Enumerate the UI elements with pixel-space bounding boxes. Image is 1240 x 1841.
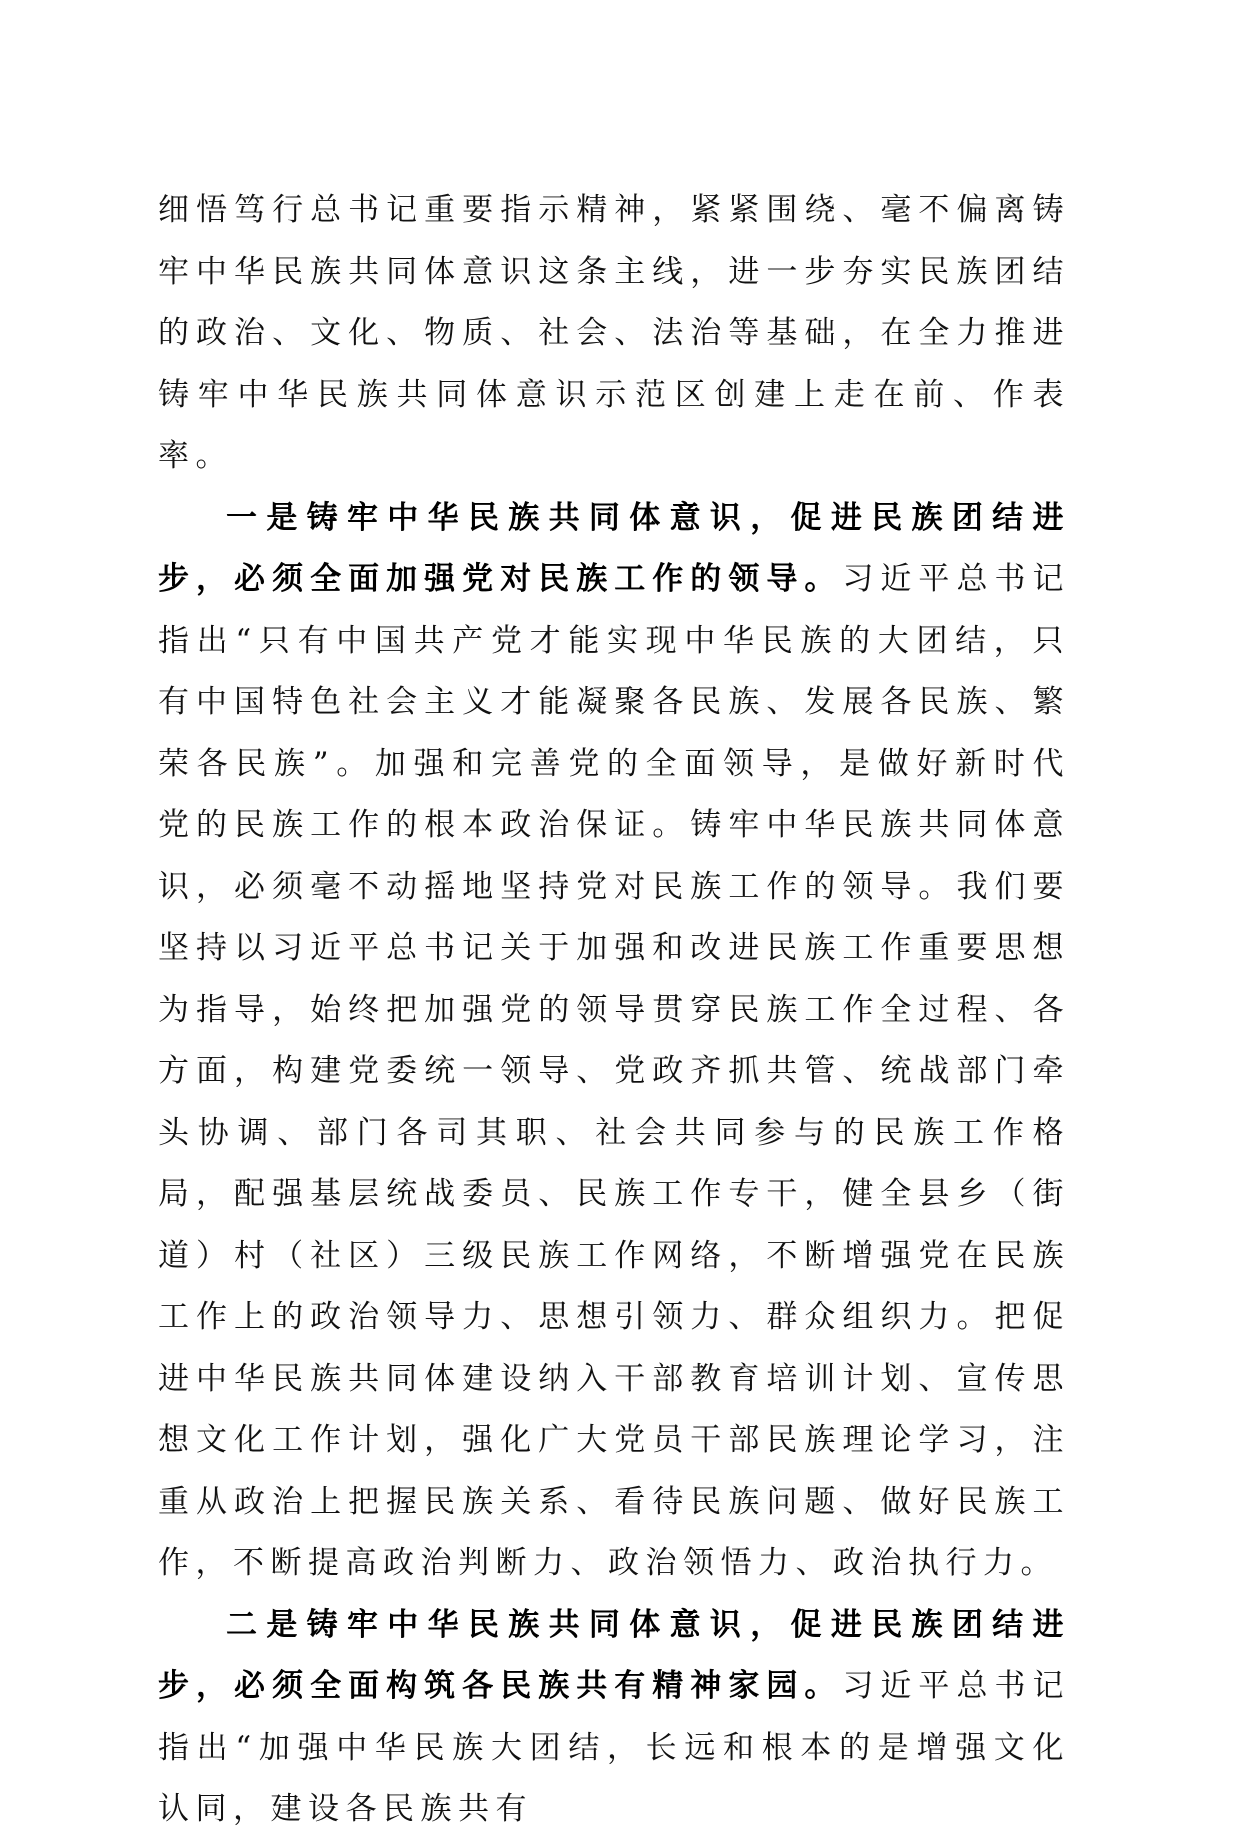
paragraph-text: 细悟笃行总书记重要指示精神，紧紧围绕、毫不偏离铸牢中华民族共同体意识这条主线，进一步夯实民族团结的政治、文化、物质、社会、法治等基础，在全力推进铸牢中华民族共同体意识示范区创建上走在前、作表率。 bbox=[158, 192, 1070, 474]
paragraph-text: 习近平总书记指出“只有中国共产党才能实现中华民族的大团结，只有中国特色社会主义才能凝聚各民族、发展各民族、繁荣各民族”。加强和完善党的全面领导，是做好新时代党的民族工作的根本政治保证。铸牢中华民族共同体意识，必须毫不动摇地坚持党对民族工作的领导。我们要坚持以习近平总书记关于加强和改进民族工作重要思想为指导，始终把加强党的领导贯穿民族工作全过程、各方面，构建党委统一领导、党政齐抓共管、统战部门牵头协调、部门各司其职、社会共同参与的民族工作格局，配强基层统战委员、民族工作专干，健全县乡（街道）村（社区）三级民族工作网络，不断增强党在民族工作上的政治领导力、思想引领力、群众组织力。把促进中华民族共同体建设纳入干部教育培训计划、宣传思想文化工作计划，强化广大党员干部民族理论学习，注重从政治上把握民族关系、看待民族问题、做好民族工作，不断提高政治判断力、政治领悟力、政治执行力。 bbox=[158, 561, 1070, 1581]
paragraph-point-one bbox=[158, 488, 1070, 1595]
paragraph-heading: 一是铸牢中华民族共同体意识，促进民族团结进步，必须全面加强党对民族工作的领导。 bbox=[158, 499, 1070, 597]
paragraph-intro bbox=[158, 180, 1070, 488]
document-body bbox=[158, 180, 1070, 1841]
paragraph-text: 习近平总书记指出“加强中华民族大团结，长远和根本的是增强文化认同，建设各民族共有 bbox=[158, 1668, 1070, 1827]
paragraph-heading: 二是铸牢中华民族共同体意识，促进民族团结进步，必须全面构筑各民族共有精神家园。 bbox=[158, 1606, 1070, 1704]
paragraph-point-two bbox=[158, 1595, 1070, 1841]
